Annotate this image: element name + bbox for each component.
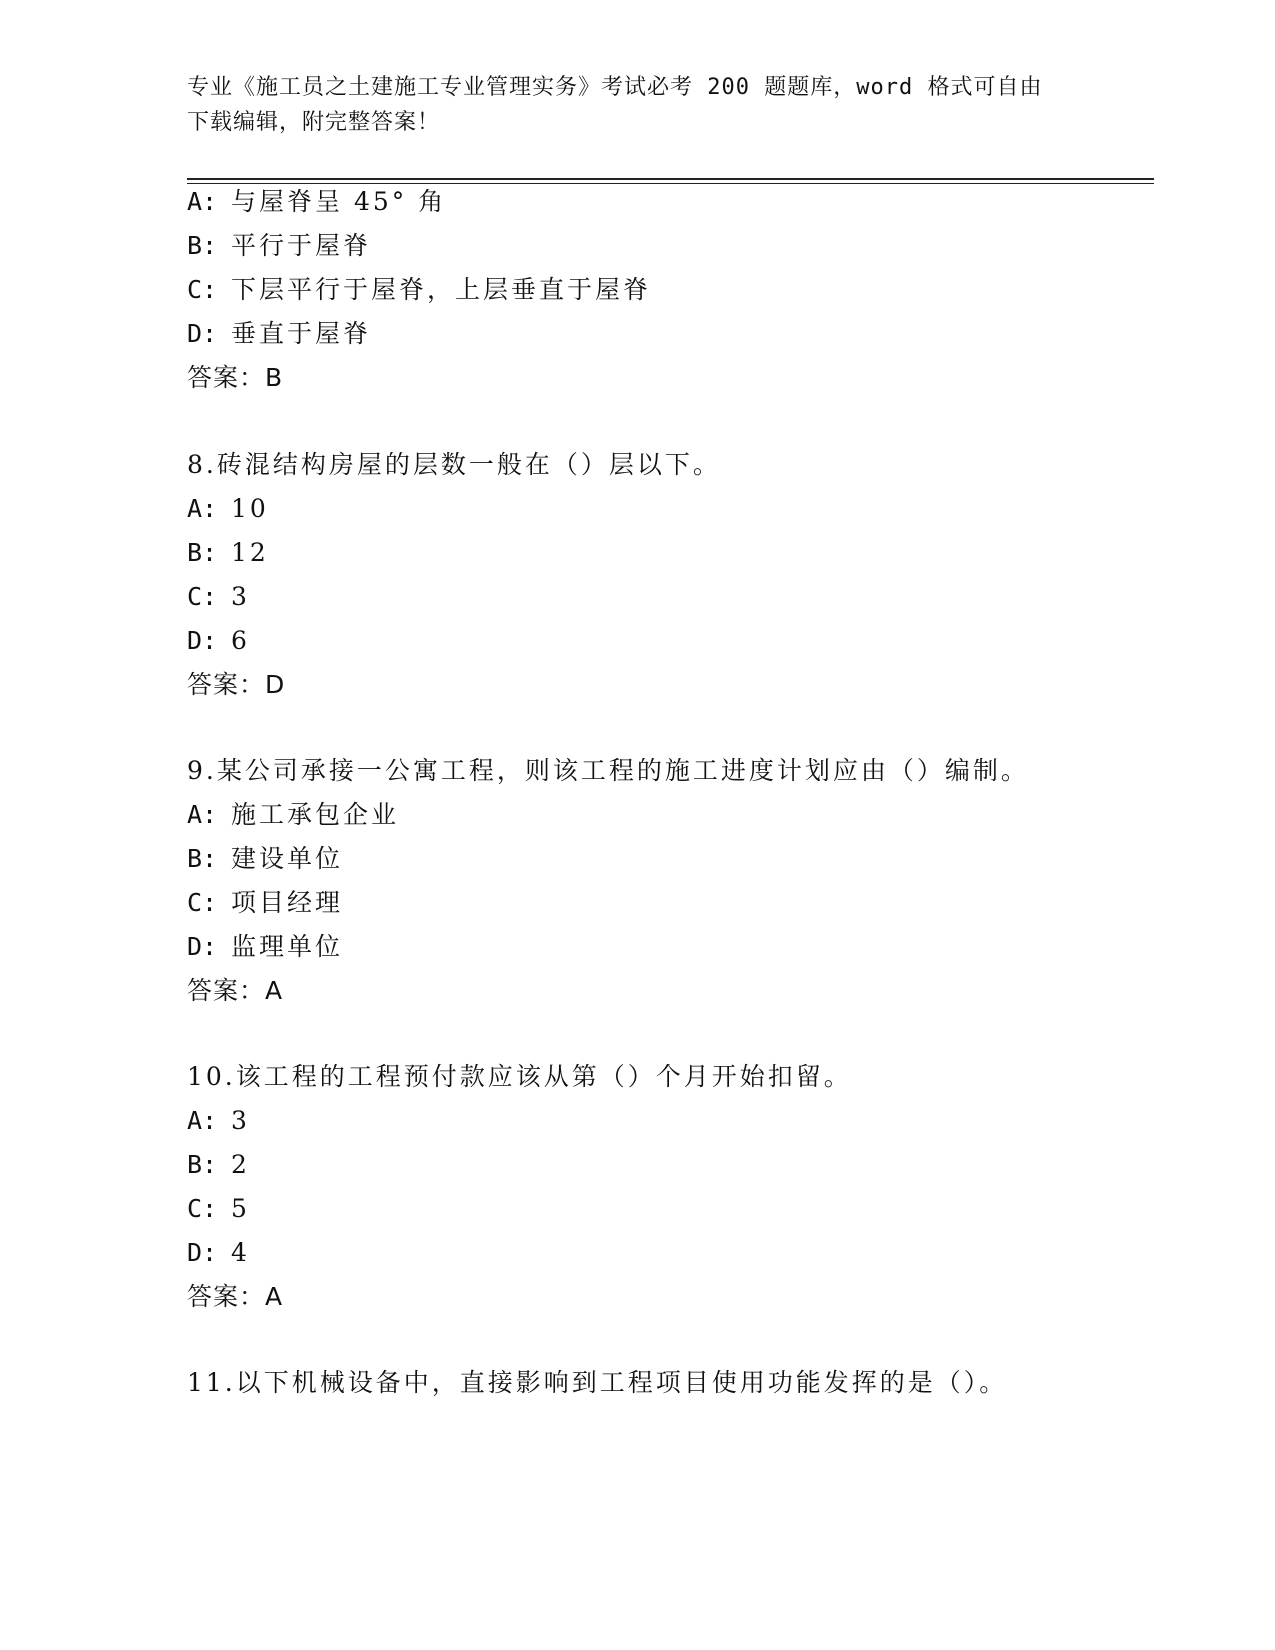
option-text: 下层平行于屋脊，上层垂直于屋脊 — [231, 275, 652, 304]
option-text: 4 — [231, 1238, 250, 1267]
q7-option-c — [187, 273, 651, 307]
option-text: 平行于屋脊 — [231, 231, 372, 260]
document-header — [187, 70, 1087, 140]
option-key: A: — [187, 187, 218, 216]
header-divider-thick — [187, 178, 1154, 180]
option-text: 与屋脊呈 45° 角 — [231, 187, 447, 216]
option-text: 2 — [231, 1150, 250, 1179]
option-text: 垂直于屋脊 — [231, 319, 372, 348]
q10-option-c — [187, 1192, 250, 1226]
q10-option-d — [187, 1236, 250, 1270]
q8-option-a — [187, 492, 269, 526]
q9-option-a — [187, 798, 399, 832]
q8-answer: 答案：D — [187, 670, 286, 699]
option-key: B: — [187, 231, 218, 260]
option-key: C: — [187, 275, 218, 304]
q9-option-b — [187, 842, 343, 876]
q7-answer: 答案：B — [187, 363, 284, 392]
q8-option-b — [187, 536, 269, 570]
q10-option-a — [187, 1104, 250, 1138]
q9-option-c — [187, 886, 343, 920]
option-text: 3 — [231, 582, 250, 611]
q11-question: 11.以下机械设备中，直接影响到工程项目使用功能发挥的是（）。 — [187, 1368, 1008, 1397]
q9-answer: 答案：A — [187, 976, 284, 1005]
option-key: B: — [187, 1150, 218, 1179]
q10-question: 10.该工程的工程预付款应该从第（）个月开始扣留。 — [187, 1062, 852, 1091]
option-key: C: — [187, 582, 218, 611]
option-text: 建设单位 — [231, 844, 344, 873]
option-text: 10 — [231, 494, 269, 523]
q10-answer: 答案：A — [187, 1282, 284, 1311]
option-key: A: — [187, 800, 218, 829]
header-divider-thin — [187, 183, 1154, 184]
header-title-line-2: 下载编辑，附完整答案！ — [187, 110, 441, 135]
option-text: 12 — [231, 538, 269, 567]
option-key: D: — [187, 1238, 218, 1267]
option-text: 项目经理 — [231, 888, 344, 917]
q9-question: 9.某公司承接一公寓工程，则该工程的施工进度计划应由（）编制。 — [187, 756, 1029, 785]
q8-option-d — [187, 624, 250, 658]
option-key: D: — [187, 932, 218, 961]
option-text: 6 — [231, 626, 250, 655]
q9-option-d — [187, 930, 343, 964]
header-title-line-1: 专业《施工员之土建施工专业管理实务》考试必考 200 题题库，word 格式可自由 — [187, 75, 1043, 100]
option-key: C: — [187, 888, 218, 917]
q8-question: 8.砖混结构房屋的层数一般在（）层以下。 — [187, 450, 721, 479]
q7-option-d — [187, 317, 371, 351]
option-key: A: — [187, 1106, 218, 1135]
option-text: 5 — [231, 1194, 250, 1223]
q7-option-a — [187, 185, 446, 219]
q10-option-b — [187, 1148, 250, 1182]
option-key: B: — [187, 538, 218, 567]
q8-option-c — [187, 580, 250, 614]
option-key: C: — [187, 1194, 218, 1223]
option-key: A: — [187, 494, 218, 523]
option-text: 3 — [231, 1106, 250, 1135]
option-text: 施工承包企业 — [231, 800, 400, 829]
q7-option-b — [187, 229, 371, 263]
option-key: B: — [187, 844, 218, 873]
option-text: 监理单位 — [231, 932, 344, 961]
option-key: D: — [187, 626, 218, 655]
option-key: D: — [187, 319, 218, 348]
